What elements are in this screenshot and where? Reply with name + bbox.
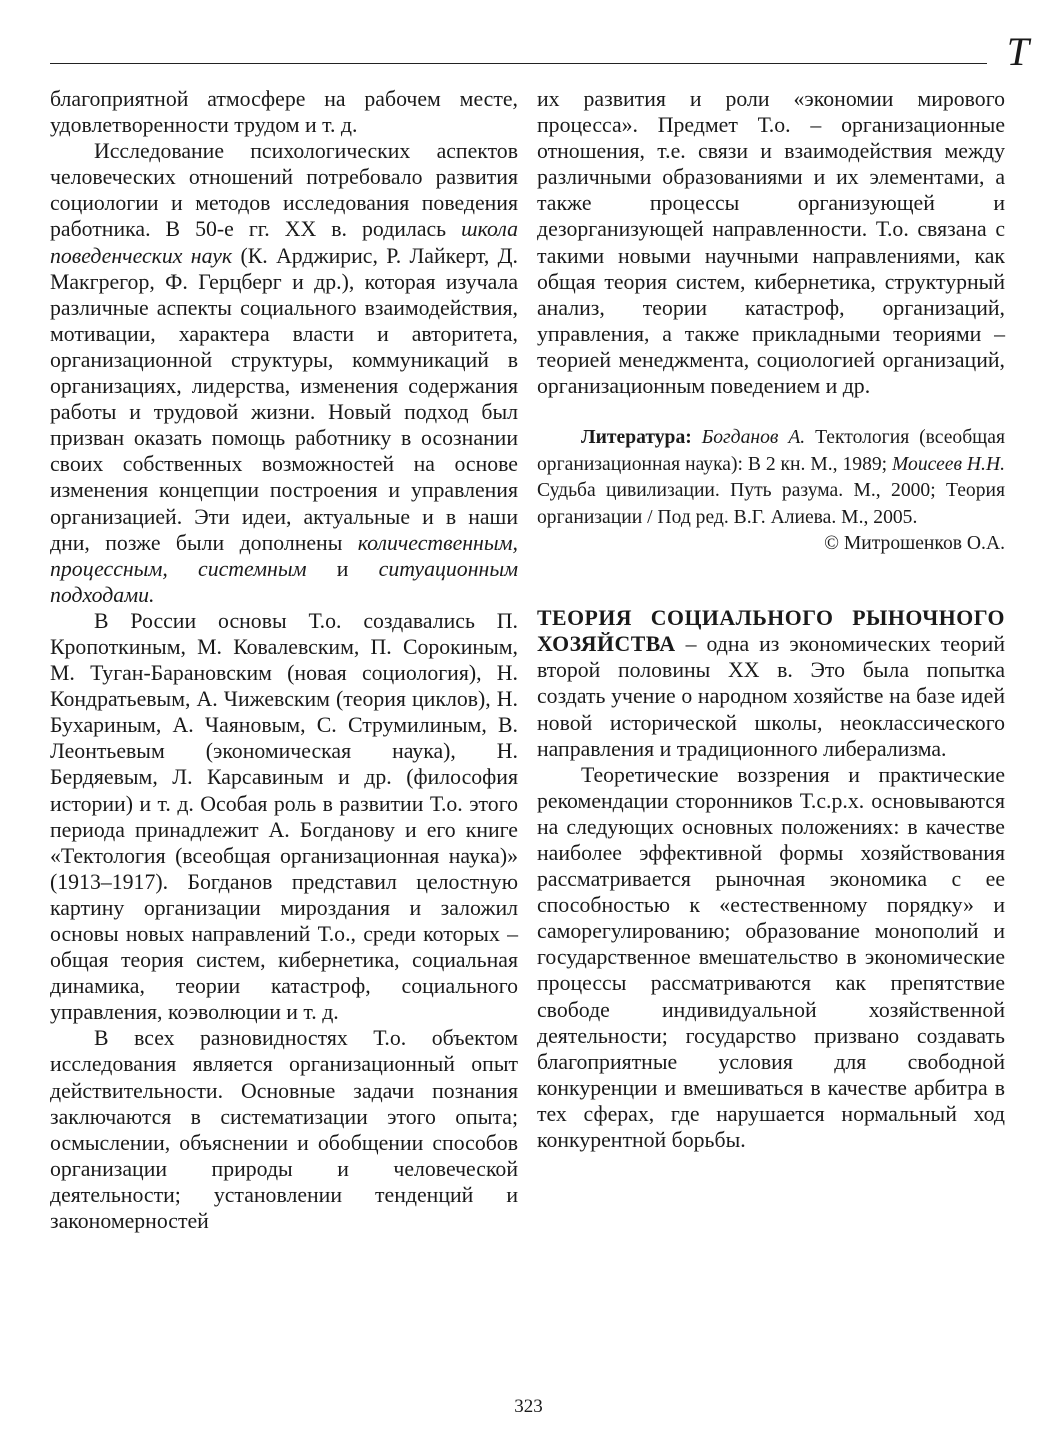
header-rule — [50, 63, 987, 64]
paragraph-behavioral-school: Исследование психологических аспектов человеческих отношений потребовало развития социологии и методов исследования поведения работника. В 50-е гг. XX в. родилась школа поведенческих наук (К. Арджирис, Р. Лайкерт, Д. Макгрегор, Ф. Герцберг и др.), которая изучала различные аспекты социального взаимодействия, мотивации, характера власти и авторитета, организационной структуры, коммуникаций в организациях, лидерства, изменения содержания работы и трудовой жизни. Новый подход был призван оказать помощь работнику в осознании своих собственных возможностей на основе изменения концепции построения и управления организацией. Эти идеи, актуальные и в наши дни, позже были дополнены количественным, процессным, системным и ситуационным подходами. — [50, 139, 518, 607]
article-title: ТЕОРИЯ СОЦИАЛЬНОГО РЫНОЧНОГО ХОЗЯЙСТВА — [537, 606, 1005, 657]
term-school: школа поведенческих наук — [50, 217, 518, 268]
section-letter: T — [1006, 29, 1029, 74]
page-number: 323 — [514, 1396, 543, 1417]
paragraph-continuation: благоприятной атмосфере на рабочем месте, удовлетворенности трудом и т. д. — [50, 87, 518, 138]
paragraph-russia: В России основы Т.о. создавались П. Кропоткиным, М. Ковалевским, П. Сорокиным, М. Туган-Барановским (новая социология), Н. Кондратьевым, А. Чижевским (теория циклов), Н. Бухариным, А. Чаяновым, С. Струмилиным, В. Леонтьевым (экономическая наука), Н. Бердяевым, Л. Карсавиным и др. (философия истории) и т. д. Особая роль в развитии Т.о. этого периода принадлежит А. Богданову и его книге «Тектология (всеобщая организационная наука)» (1913–1917). Богданов представил целостную картину организации мироздания и заложил основы новых направлений Т.о., среди которых – общая теория систем, кибернетика, социальная динамика, теории катастроф, социального управления, коэволюции и т. д. — [50, 608, 518, 1025]
paragraph-theory: Теоретические воззрения и практические рекомендации сторонников Т.с.р.х. основываются на следующих основных положениях: в качестве наиболее эффективной формы хозяйствования рассматривается рыночная экономика с ее способностью к «естественному порядку» и саморегулированию; образование монополий и государственное вмешательство в экономические процессы рассматриваются как препятствие свободе индивидуальной хозяйственной деятельности; государство призвано создавать благоприятные условия для свободной конкуренции и вмешиваться в качестве арбитра в тех сферах, где нарушается нормальный ход конкурентной борьбы. — [537, 762, 1005, 1152]
right-column — [537, 86, 1005, 1153]
article-entry: ТЕОРИЯ СОЦИАЛЬНОГО РЫНОЧНОГО ХОЗЯЙСТВА – одна из экономических теорий второй половины XX в. Это была попытка создать учение о народном хозяйстве на базе идей новой исторической школы, неоклассического направления и традиционного либерализма. — [537, 606, 1005, 761]
left-column — [50, 86, 518, 1234]
paragraph-object: В всех разновидностях Т.о. объектом исследования является организационный опыт действительности. Основные задачи познания заключаются в систематизации этого опыта; осмыслении, объяснении и обобщении способов организации природы и человеческой деятельности; установлении тенденций и закономерностей — [50, 1026, 518, 1234]
term-approaches: количественным, процессным, системным — [50, 530, 518, 581]
literature-label: Литература: — [581, 427, 692, 449]
literature: Литература: Богданов А. Тектология (всеобщая организационная наука): В 2 кн. М., 1989; Моисеев Н.Н. Судьба цивилизации. Путь разума. М., 2000; Теория организации / Под ред. В.Г. Алиева. М., 2005. — [537, 427, 1005, 528]
paragraph-subject: их развития и роли «экономии мирового процесса». Предмет Т.о. – организационные отношения, т.е. связи и взаимодействия между различными образованиями и их элементами, а также процессы организующей и дезорганизующей направленности. Т.о. связана с такими новыми научными направлениями, как общая теория систем, кибернетика, структурный анализ, теории катастроф, организаций, управления, а также прикладными теориями – теорией менеджмента, социологией организаций, организационным поведением и др. — [537, 87, 1005, 399]
author-credit: © Митрошенков О.А. — [824, 533, 1005, 555]
term-situational: ситуационным подходами. — [50, 556, 518, 607]
